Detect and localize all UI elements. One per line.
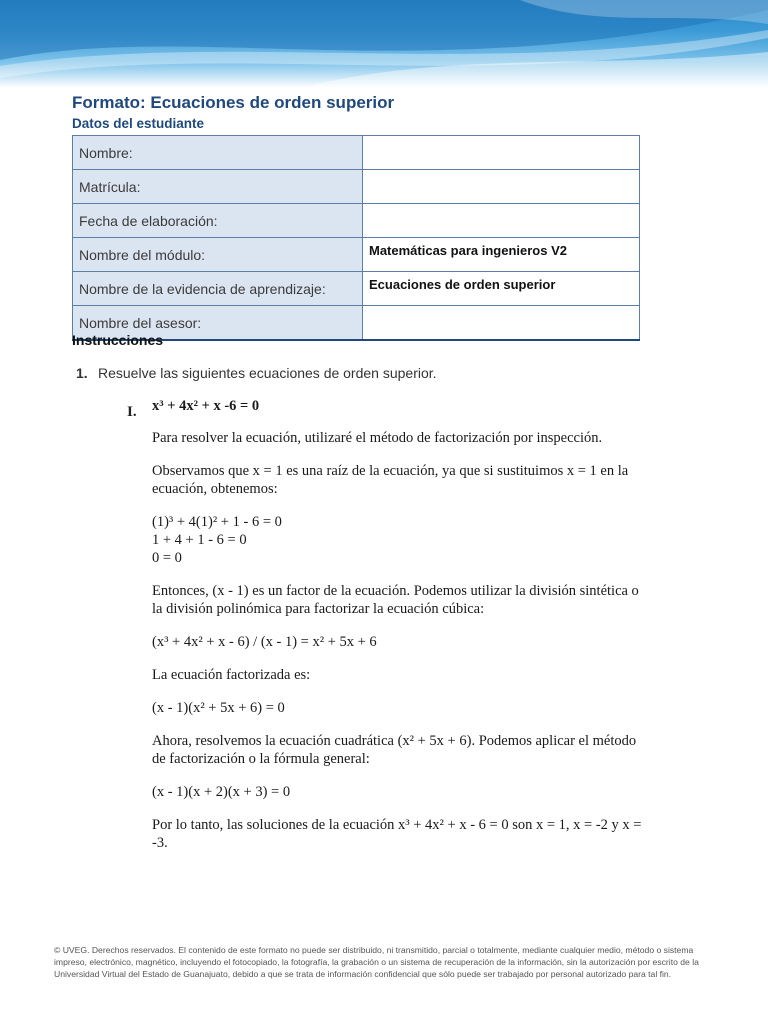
paragraph: Ahora, resolvemos la ecuación cuadrática (x² + 5x + 6). Podemos aplicar el método de factorización o la fórmula general: bbox=[152, 733, 637, 767]
instruction-item bbox=[76, 365, 437, 381]
section-subtitle: Datos del estudiante bbox=[72, 116, 205, 131]
table-row bbox=[73, 272, 640, 306]
student-data-table bbox=[72, 135, 640, 341]
row-value[interactable] bbox=[363, 204, 640, 238]
problem-numeral: I. bbox=[127, 404, 137, 420]
problem-solution bbox=[152, 397, 644, 852]
copyright-footer: © UVEG. Derechos reservados. El contenido de este formato no puede ser distribuido, ni transmitido, parcial o totalmente, mediante cualquier medio, método o sistema impreso, electrónico, magnético, incluyendo el fotocopiado, la fotografía, la grabación o un sistema de recuperación de la información, sin la autorización por escrito de la Universidad Virtual del Estado de Guanajuato, debido a que se trata de información confidencial que sólo puede ser trabajado por personal autorizado para tal fin. bbox=[54, 945, 699, 979]
row-value[interactable] bbox=[363, 170, 640, 204]
page-title: Formato: Ecuaciones de orden superior bbox=[72, 93, 395, 112]
paragraph: Para resolver la ecuación, utilizaré el método de factorización por inspección. bbox=[152, 430, 603, 446]
row-value[interactable]: Ecuaciones de orden superior bbox=[363, 272, 640, 306]
row-value[interactable] bbox=[363, 306, 640, 341]
table-row bbox=[73, 136, 640, 170]
step-line: (1)³ + 4(1)² + 1 - 6 = 0 bbox=[152, 514, 282, 530]
row-label: Nombre del módulo: bbox=[73, 238, 363, 272]
row-label: Nombre de la evidencia de aprendizaje: bbox=[73, 272, 363, 306]
row-label: Nombre: bbox=[73, 136, 363, 170]
table-row bbox=[73, 238, 640, 272]
paragraph: Entonces, (x - 1) es un factor de la ecuación. Podemos utilizar la división sintética o la división polinómica para factorizar la ecuación cúbica: bbox=[152, 583, 639, 617]
row-label: Fecha de elaboración: bbox=[73, 204, 363, 238]
paragraph: Observamos que x = 1 es una raíz de la ecuación, ya que si sustituimos x = 1 en la ecuación, obtenemos: bbox=[152, 463, 629, 497]
item-number: 1. bbox=[76, 365, 88, 381]
equation-line: (x³ + 4x² + x - 6) / (x - 1) = x² + 5x + 6 bbox=[152, 634, 377, 650]
item-text: Resuelve las siguientes ecuaciones de orden superior. bbox=[98, 365, 437, 381]
row-value[interactable] bbox=[363, 136, 640, 170]
conclusion: Por lo tanto, las soluciones de la ecuación x³ + 4x² + x - 6 = 0 son x = 1, x = -2 y x = -3. bbox=[152, 817, 642, 851]
banner-waves-graphic bbox=[0, 0, 768, 88]
equation-line: (x - 1)(x² + 5x + 6) = 0 bbox=[152, 700, 285, 716]
row-label: Matrícula: bbox=[73, 170, 363, 204]
step-line: 1 + 4 + 1 - 6 = 0 bbox=[152, 532, 247, 548]
problem-equation: x³ + 4x² + x -6 = 0 bbox=[152, 398, 260, 414]
table-row bbox=[73, 204, 640, 238]
step-line: 0 = 0 bbox=[152, 550, 182, 566]
header-banner bbox=[0, 0, 768, 88]
paragraph: La ecuación factorizada es: bbox=[152, 667, 311, 683]
row-label: Nombre del asesor: bbox=[73, 306, 363, 341]
equation-line: (x - 1)(x + 2)(x + 3) = 0 bbox=[152, 784, 291, 800]
instructions-heading: Instrucciones bbox=[72, 332, 164, 348]
row-value[interactable]: Matemáticas para ingenieros V2 bbox=[363, 238, 640, 272]
table-row bbox=[73, 170, 640, 204]
